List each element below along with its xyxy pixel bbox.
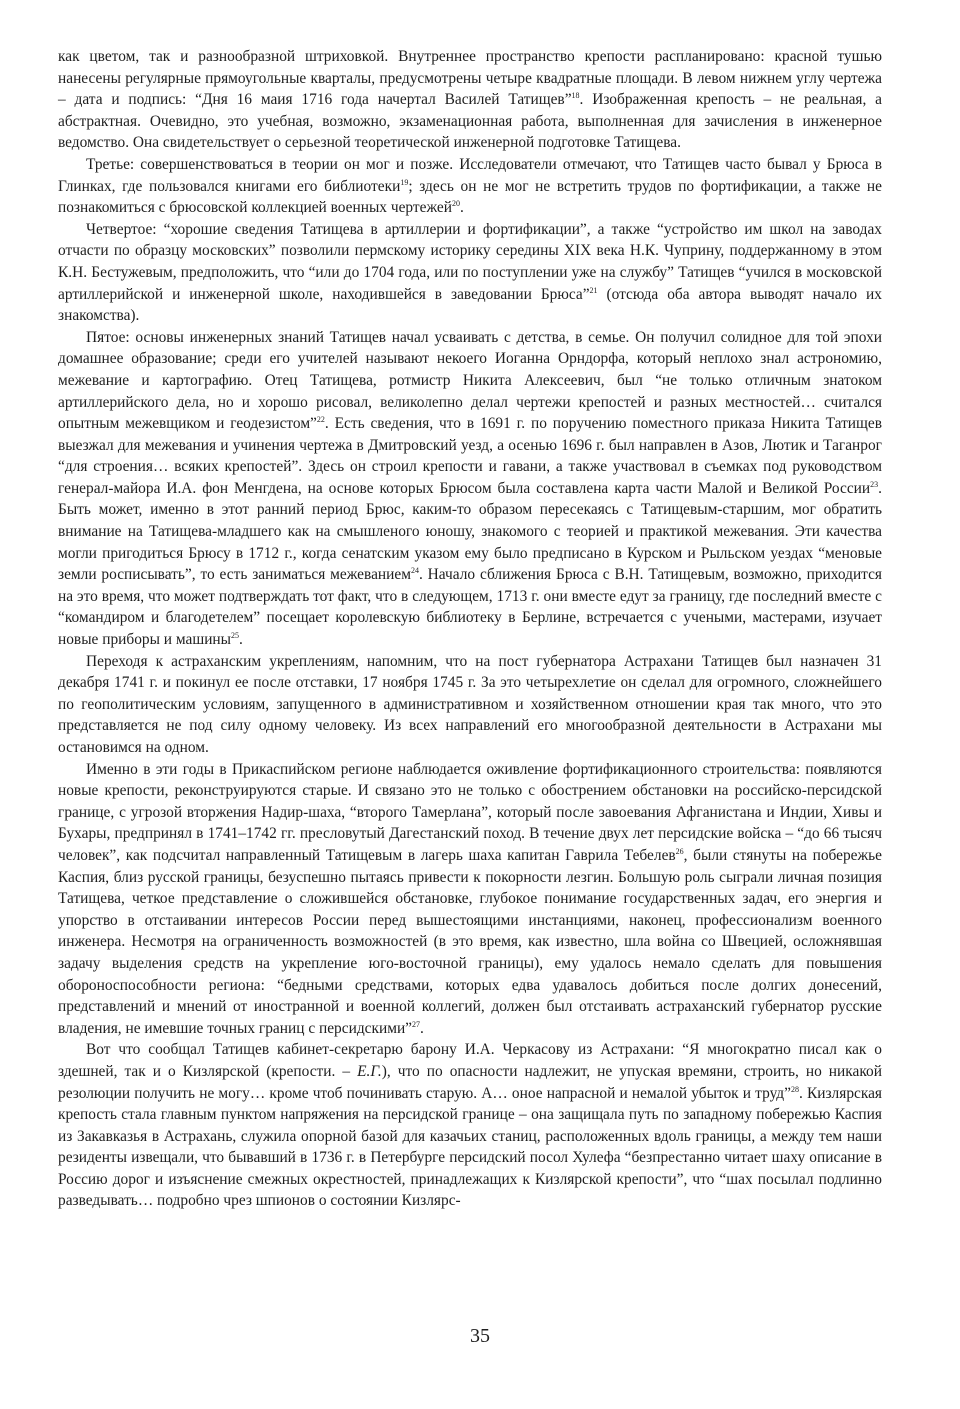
text-run: . Быть может, именно в этот ранний период Брюс, каким-то образом пересекаясь с Татищевым-старшим, мог обратить внимание на Татищева-младшего как на смышленого юношу, знакомого с теорией и практикой межевания. Эти качества могли пригодиться Брюсу в 1712 г., когда сенатским указом ему было предписано в Курском и Рыльском уездах “меновые земли росписывать”, то есть заниматься межеванием xyxy=(58,479,882,584)
text-run: (отсюда оба автора выводят начало их знакомства). xyxy=(58,285,882,325)
text-run: . Есть сведения, что в 1691 г. по поручению поместного приказа Никита Татищев выезжал для межевания и учинения чертежа в Дмитровский уезд, а осенью 1696 г. был направлен в Азов, Лютик и Таганрог “для строения… всяких крепостей”. Здесь он строил крепости и гавани, а также участвовал в съемках под руководством генерал-майора И.А. фон Менгдена, на основе которых Брюсом была составлена карта части Малой и Великой России xyxy=(58,415,882,497)
footnote-ref: 25 xyxy=(231,631,240,641)
footnote-ref: 23 xyxy=(870,479,879,489)
footnote-ref: 19 xyxy=(400,177,409,187)
text-run: Именно в эти годы в Прикаспийском регионе наблюдается оживление фортификационного строительства: появляются новые крепости, реконструируются старые. И связано это не только с обострением обстановки на российско-персидской границе, с угрозой вторжения Надир-шаха, “второго Тамерлана”, который после завоевания Афганистана и Индии, Хивы и Бухары, предпринял в 1741–1742 гг. пресловутый Дагестанский поход. В течение двух лет персидские войска – “до 66 тысяч человек”, как подсчитал направленный Татищевым в лагерь шаха капитан Гаврила Тебелев xyxy=(58,760,882,864)
footnote-ref: 28 xyxy=(790,1084,799,1094)
text-run: Вот что сообщал Татищев кабинет-секретарю барону И.А. Черкасову из Астрахани: “Я многократно писал как о здешней, так и о Кизлярской (крепости. – xyxy=(58,1041,882,1080)
footnote-ref: 22 xyxy=(316,415,325,425)
text-run: Четвертое: “хорошие сведения Татищева в артиллерии и фортификации”, а также “устройство им школ на заводах отчасти по образцу московских” позволили пермскому историку середины XIX века Н.К. Чуприну, поддержанному в этом К.Н. Бестужевым, предположить, что “или до 1704 года, или по поступлении уже на службу” Татищев “учился в московской артиллерийской и инженерной школе, находившейся в заведовании Брюса” xyxy=(58,220,882,303)
text-run: . xyxy=(239,631,243,649)
paragraph xyxy=(58,651,882,759)
text-run: как цветом, так и разнообразной штриховкой. Внутреннее пространство крепости распланировано: красной тушью нанесены регулярные прямоугольные кварталы, предусмотрены четыре квадратные площади. В левом нижнем углу чертежа – дата и подпись: “Дня 16 маия 1716 года начертал Василей Татищев” xyxy=(58,48,882,109)
paragraph xyxy=(58,327,882,651)
paragraph xyxy=(58,1039,882,1212)
footnote-ref: 18 xyxy=(571,91,580,101)
page-number: 35 xyxy=(470,1325,490,1347)
footnote-ref: 26 xyxy=(675,846,684,856)
text-run: . Начало сближения Брюса с В.Н. Татищевым, возможно, приходится на это время, что может подтверждать тот факт, что в следующем, 1713 г. они вместе едут за границу, где последний вместе с “командиром и благодетелем” посещает королевскую библиотеку в Берлине, встречается с учеными, мастерами, изучает новые приборы и машины xyxy=(58,566,883,649)
text-run: Переходя к астраханским укреплениям, напомним, что на пост губернатора Астрахани Татищев был назначен 31 декабря 1741 г. и покинул ее после отставки, 17 ноября 1745 г. За это четырехлетие он сделал для огромного, сложнейшего по геополитическим условиям, запущенного в административном и хозяйственном отношении края так много, что это представляется не под силу одному человеку. Из всех направлений его многообразной деятельности в Астрахани мы остановимся на одном. xyxy=(58,652,882,756)
text-run: Третье: совершенствоваться в теории он мог и позже. Исследователи отмечают, что Татищев часто бывал у Брюса в Глинках, где пользовался книгами его библиотеки xyxy=(58,155,882,195)
footnote-ref: 21 xyxy=(589,285,598,295)
body-text xyxy=(58,46,882,1212)
paragraph xyxy=(58,759,882,1040)
footnote-ref: 20 xyxy=(451,199,460,209)
text-run: . xyxy=(420,1019,424,1037)
text-run: ; здесь он не мог не встретить трудов по фортификации, а также не познакомиться с брюсовской коллекцией военных чертежей xyxy=(58,177,882,217)
paragraph xyxy=(58,46,882,154)
footnote-ref: 27 xyxy=(412,1019,421,1029)
text-run: . xyxy=(459,199,464,217)
text-run: , были стянуты на побережье Каспия, близ русской границы, безуспешно пытаясь привести к покорности лезгин. Большую роль сыграли личная позиция Татищева, четкое представление о сложившейся обстановке, глубокое понимание государственных задач, его энергия и упорство в отстаивании интересов России перед вышестоящими инстанциями, наконец, профессионализм военного инженера. Несмотря на ограниченность возможностей (в это время, как известно, шла война со Швецией, осложнявшая задачу выделения средств на укрепление юго-восточной границы), ему удалось немало сделать для повышения обороноспособности региона: “бедными средствами, которых едва удавалось добиться после долгих донесений, представлений и мнений от иностранной и военной коллегий, должен был отстаивать астраханский губернатор русские владения, не имевшие точных границ с персидскими” xyxy=(58,846,882,1037)
paragraph xyxy=(58,154,882,219)
paragraph xyxy=(58,219,882,327)
text-run: Пятое: основы инженерных знаний Татищев начал усваивать с детства, в семье. Он получил солидное для той эпохи домашнее образование; среди его учителей называют некоего Иоганна Орндорфа, который неплохо знал астрономию, межевание и картографию. Отец Татищева, ротмистр Никита Алексеевич, был “не только отличным знатоком артиллерийского дела, но и хорошо рисовал, великолепно делал чертежи крепостей и разных местностей… считался опытным межевщиком и геодезистом” xyxy=(58,328,882,433)
text-run: . Кизлярская крепость стала главным пунктом напряжения на персидской границе – она защищала путь по западному побережью Каспия из Закавказья в Астрахань, служила опорной базой для казачьих станиц, расположенных вдоль границы, а между тем наши резиденты извещали, что бывавший в 1736 г. в Петербурге персидский посол Хулефа “безпрестанно читает шаху описание в Россию дорог и изъяснение смежных окрестностей, принадлежащих к Кизлярской крепости”, что “шах посылал подлинно разведывать… подробно чрез шпионов о состоянии Кизлярс- xyxy=(58,1084,883,1210)
text-run: ), что по опасности надлежит, не упуская времяни, строить, но никакой резолюции получить не могу… кроме чтоб починивать старую. А… оное напрасной и немалой убыток и труд” xyxy=(58,1062,882,1102)
footnote-ref: 24 xyxy=(410,566,419,576)
author-initials: Е.Г. xyxy=(357,1062,382,1080)
text-run: . Изображенная крепость – не реальная, а абстрактная. Очевидно, это учебная, возможно, экзаменационная работа, выполненная для зачисления в инженерное ведомство. Она свидетельствует о серьезной теоретической инженерной подготовке Татищева. xyxy=(58,91,882,152)
